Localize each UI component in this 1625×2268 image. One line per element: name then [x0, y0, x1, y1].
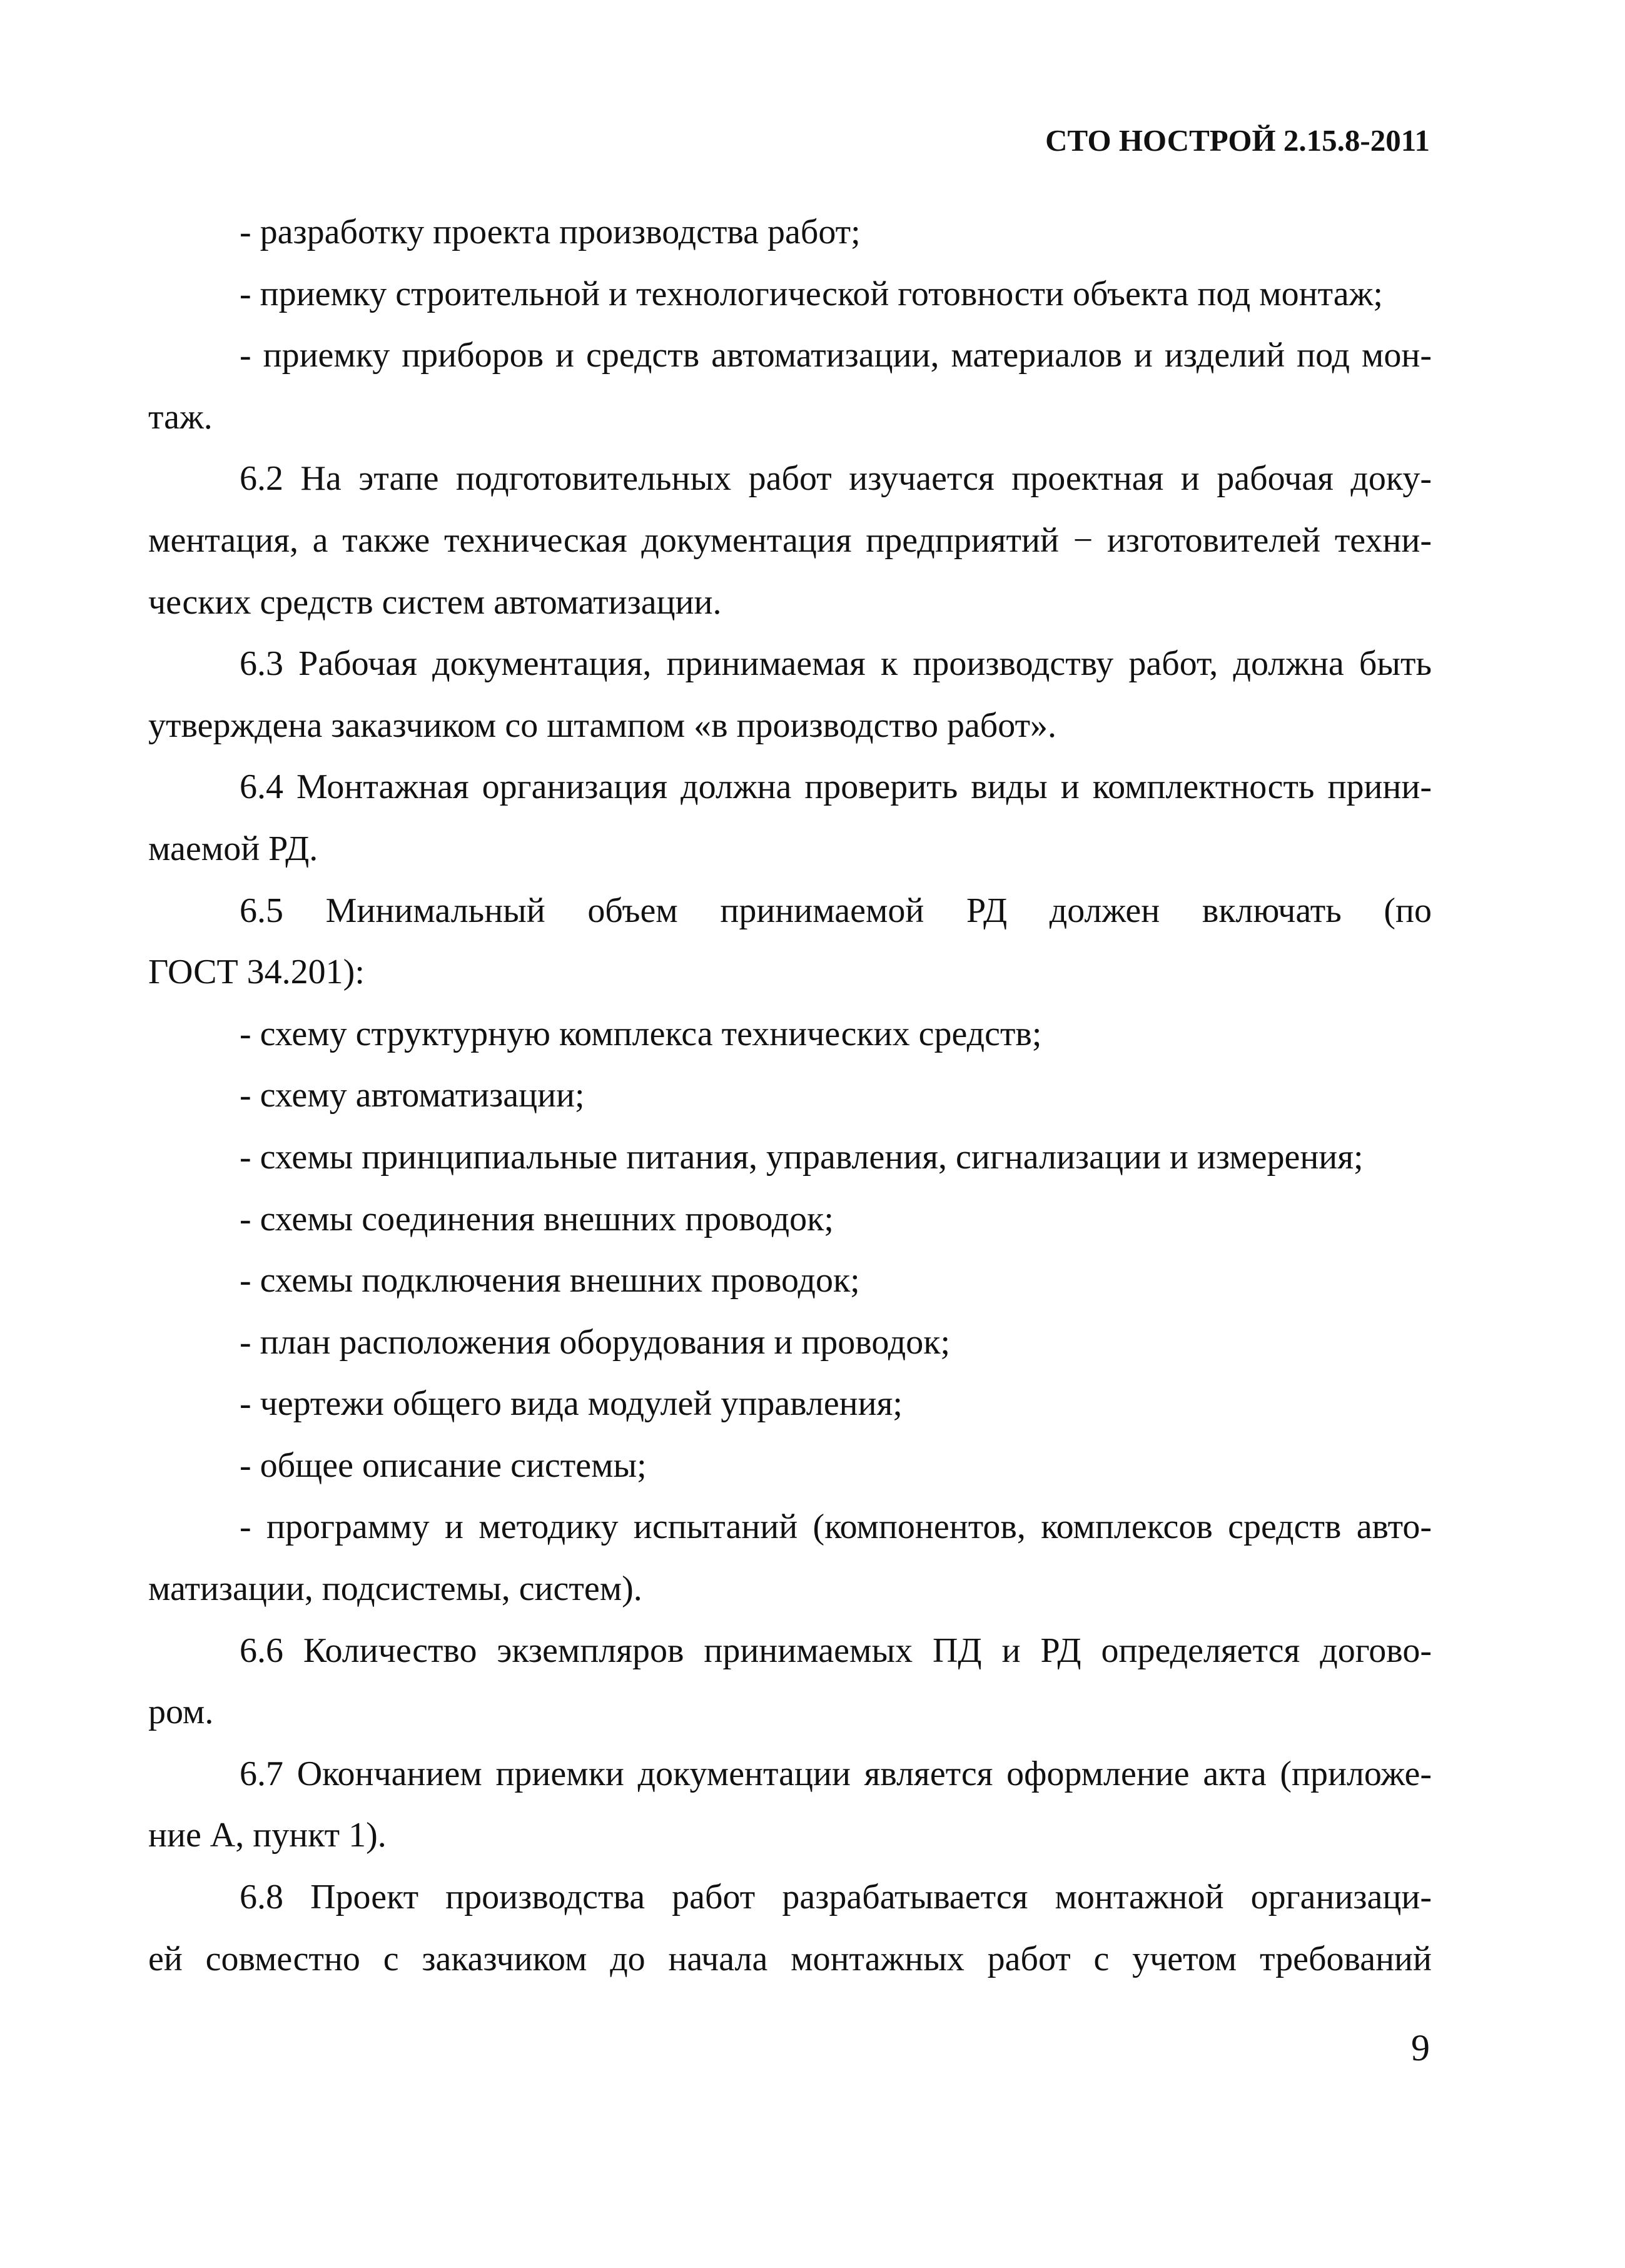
list-item: - схему автоматизации; — [240, 1076, 585, 1115]
paragraph-6-4: 6.4 Монтажная организация должна проверить виды и комплектность прини- — [240, 767, 1432, 807]
paragraph-6-2-line: ческих средств систем автоматизации. — [148, 582, 722, 622]
document-code-header: СТО НОСТРОЙ 2.15.8-2011 — [1045, 123, 1430, 158]
paragraph-6-4-line: маемой РД. — [148, 829, 318, 868]
paragraph-6-7: 6.7 Окончанием приемки документации является оформление акта (приложе- — [240, 1754, 1432, 1793]
paragraph-6-2-line: ментация, а также техническая документация предприятий − изготовителей техни- — [148, 520, 1432, 560]
list-item: - общее описание системы; — [240, 1445, 647, 1485]
paragraph-6-6-line: ром. — [148, 1693, 214, 1732]
list-item-continuation: матизации, подсистемы, систем). — [148, 1569, 642, 1609]
list-item: - схемы соединения внешних проводок; — [240, 1199, 834, 1238]
paragraph-6-5-line: ГОСТ 34.201): — [148, 953, 365, 992]
paragraph-6-3-line: утверждена заказчиком со штампом «в производство работ». — [148, 706, 1057, 745]
list-item: - разработку проекта производства работ; — [240, 213, 861, 251]
list-item: - программу и методику испытаний (компонентов, комплексов средств авто- — [240, 1507, 1432, 1547]
page-number: 9 — [1411, 2027, 1430, 2068]
list-item: - чертежи общего вида модулей управления; — [240, 1384, 903, 1424]
list-item: - план расположения оборудования и проводок; — [240, 1322, 950, 1362]
paragraph-6-3: 6.3 Рабочая документация, принимаемая к производству работ, должна быть — [240, 644, 1432, 684]
list-item-continuation: таж. — [148, 397, 213, 437]
list-item: - схемы принципиальные питания, управления, сигнализации и измерения; — [240, 1137, 1364, 1177]
paragraph-6-8: 6.8 Проект производства работ разрабатывается монтажной организаци- — [240, 1878, 1432, 1917]
paragraph-6-8-line: ей совместно с заказчиком до начала монтажных работ с учетом требований — [148, 1939, 1432, 1978]
list-item: - приемку строительной и технологической готовности объекта под монтаж; — [240, 274, 1383, 313]
paragraph-6-2: 6.2 На этапе подготовительных работ изучается проектная и рабочая доку- — [240, 459, 1432, 499]
paragraph-6-6: 6.6 Количество экземпляров принимаемых ПД и РД определяется догово- — [240, 1631, 1432, 1670]
list-item: - схему структурную комплекса технических средств; — [240, 1014, 1042, 1053]
body-text — [148, 201, 1432, 1990]
paragraph-6-7-line: ние А, пункт 1). — [148, 1816, 387, 1855]
list-item: - приемку приборов и средств автоматизации, материалов и изделий под мон- — [240, 336, 1432, 375]
list-item: - схемы подключения внешних проводок; — [240, 1261, 860, 1300]
paragraph-6-5: 6.5 Минимальный объем принимаемой РД должен включать (по — [240, 891, 1432, 930]
